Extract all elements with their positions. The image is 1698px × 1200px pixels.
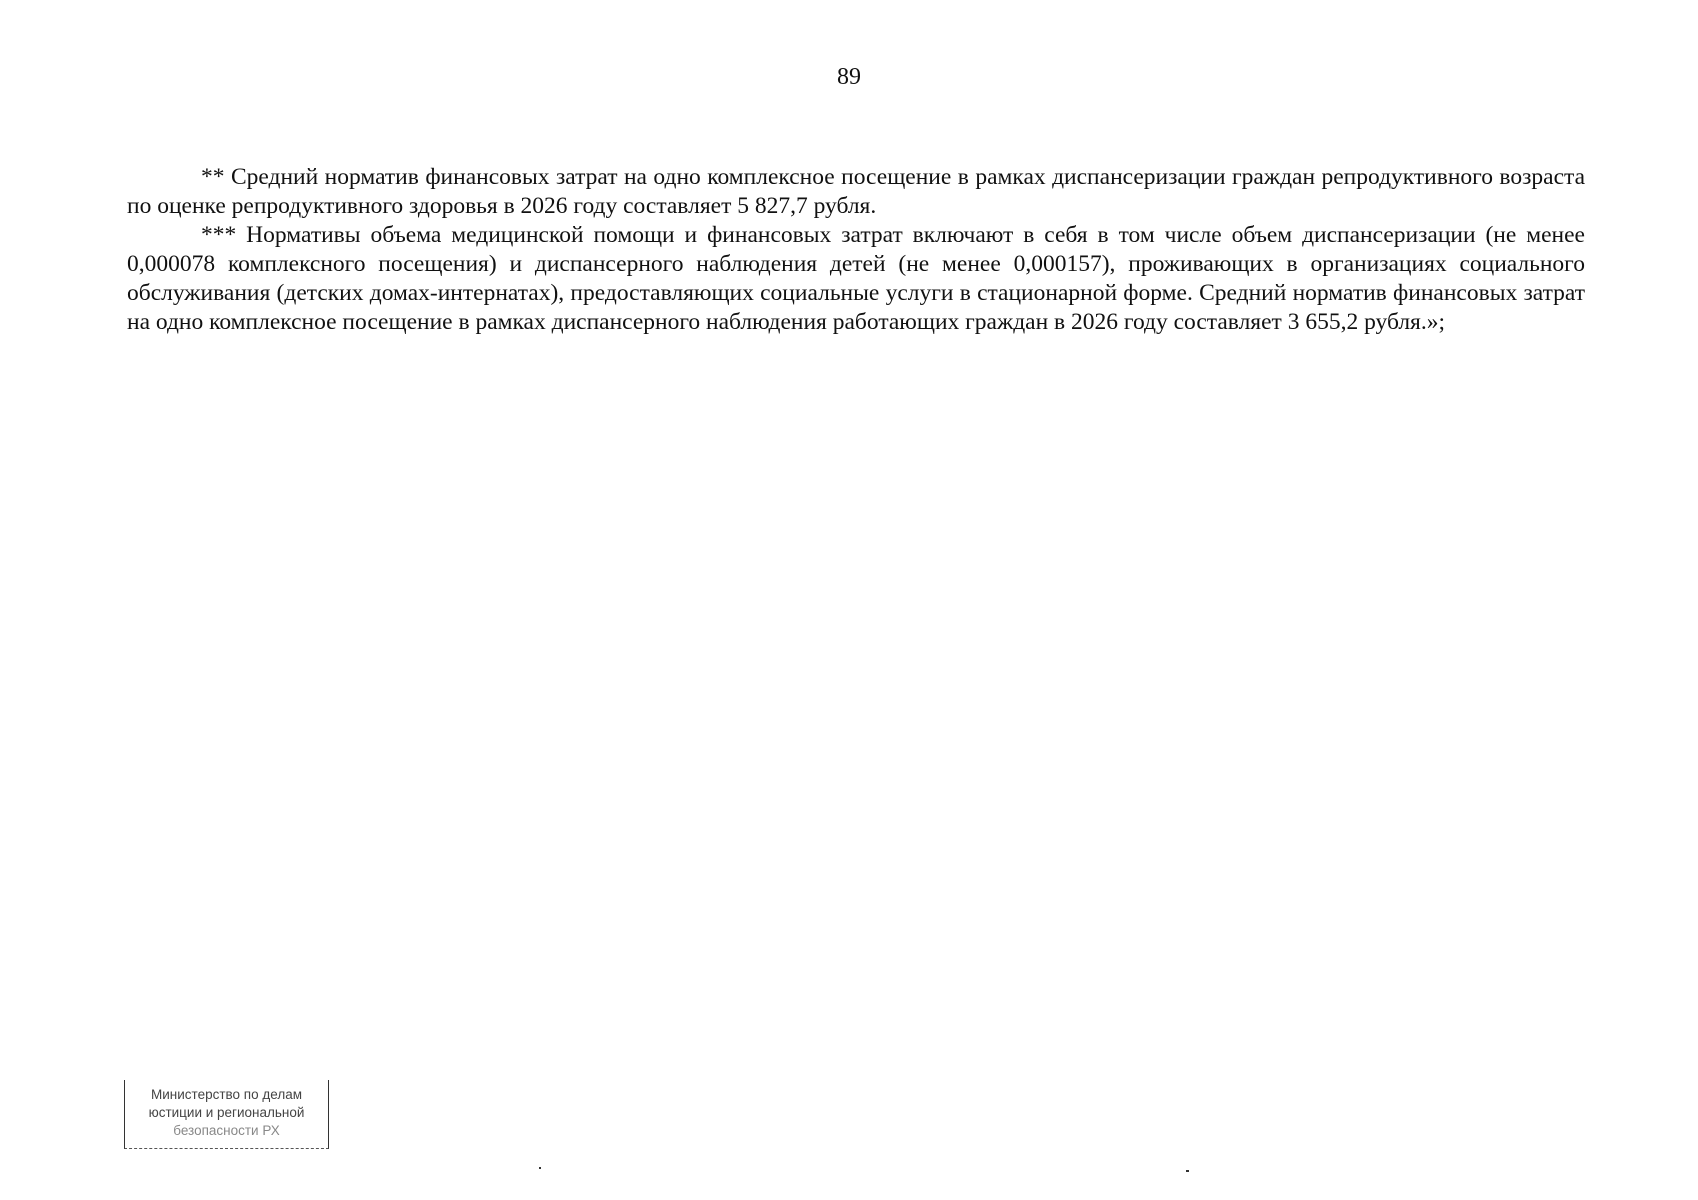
- scan-speck: [1186, 1170, 1189, 1172]
- stamp-line-2: юстиции и региональной: [148, 1105, 305, 1120]
- footnotes: [127, 163, 1585, 337]
- page-number: 89: [837, 64, 861, 90]
- ministry-stamp: [124, 1080, 329, 1149]
- footnote-double-asterisk: ** Средний норматив финансовых затрат на одно комплексное посещение в рамках диспансеризации граждан репродуктивного возраста по оценке репродуктивного здоровья в 2026 году составляет 5 827,7 рубля.: [127, 164, 1585, 219]
- stamp-line-1: Министерство по делам: [151, 1087, 302, 1102]
- footnote-triple-asterisk: *** Нормативы объема медицинской помощи и финансовых затрат включают в себя в том числе объем диспансеризации (не менее 0,000078 комплексного посещения) и диспансерного наблюдения детей (не менее 0,000157), проживающих в организациях социального обслуживания (детских домах-интернатах), предоставляющих социальные услуги в стационарной форме. Средний норматив финансовых затрат на одно комплексное посещение в рамках диспансерного наблюдения работающих граждан в 2026 году составляет 3 655,2 рубля.»;: [127, 222, 1585, 335]
- scan-speck: [539, 1167, 541, 1169]
- stamp-line-3: безопасности РХ: [173, 1123, 280, 1138]
